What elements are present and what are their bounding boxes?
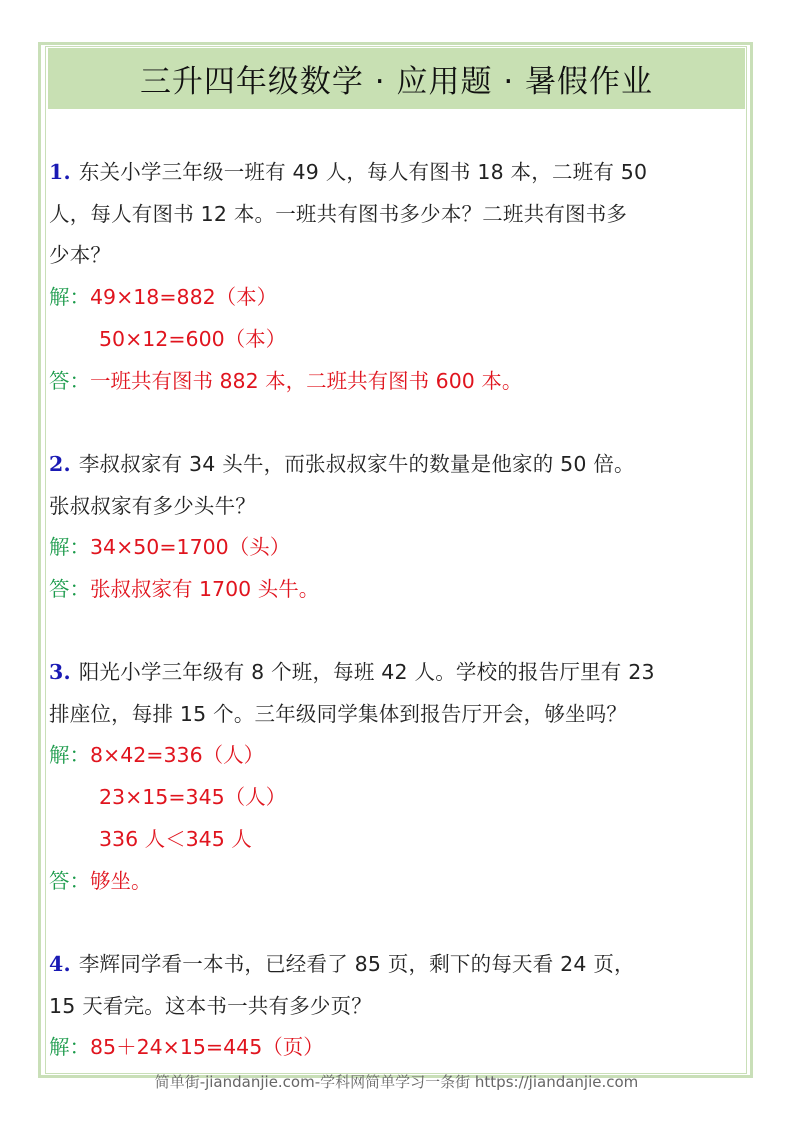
question-line: 人，每人有图书 12 本。一班共有图书多少本？二班共有图书多 (49, 201, 628, 226)
problem-number: 3. (49, 660, 71, 684)
problem-number: 4. (49, 952, 71, 976)
footer-watermark: 简单街-jiandanjie.com-学科网简单学习一条街 https://jiandanjie.com (154, 1073, 639, 1091)
solution-step: 50×12=600（本） (99, 326, 287, 351)
question-line: 排座位，每排 15 个。三年级同学集体到报告厅开会，够坐吗？ (49, 701, 628, 726)
question-line: 15 天看完。这本书一共有多少页？ (49, 993, 373, 1018)
problem-number: 2. (49, 452, 71, 476)
solution-step: 49×18=882（本） (90, 285, 278, 310)
question-line: 李辉同学看一本书，已经看了 85 页，剩下的每天看 24 页， (78, 952, 635, 976)
question-line: 张叔叔家有多少头牛？ (49, 493, 256, 518)
page-title: 三升四年级数学 · 应用题 · 暑假作业 (48, 48, 745, 109)
solution-label: 解： (49, 1035, 90, 1060)
answer-text: 够坐。 (90, 868, 152, 893)
answer-text: 一班共有图书 882 本，二班共有图书 600 本。 (90, 368, 523, 393)
problem-number: 1. (49, 160, 71, 184)
question-line: 东关小学三年级一班有 49 人，每人有图书 18 本，二班有 50 (78, 160, 648, 184)
problem-2 (49, 444, 749, 611)
solution-step: 34×50=1700（头） (90, 535, 291, 560)
question-line: 少本？ (49, 243, 112, 268)
answer-text: 张叔叔家有 1700 头牛。 (90, 577, 320, 602)
problem-4 (49, 944, 749, 1069)
solution-label: 解： (49, 743, 90, 768)
problem-3 (49, 652, 749, 902)
solution-label: 解： (49, 535, 90, 560)
solution-step: 85＋24×15=445（页） (90, 1035, 324, 1060)
solution-step: 23×15=345（人） (99, 785, 287, 810)
answer-label: 答： (49, 577, 90, 602)
question-line: 李叔叔家有 34 头牛，而张叔叔家牛的数量是他家的 50 倍。 (78, 452, 635, 476)
problem-1 (49, 152, 749, 402)
answer-label: 答： (49, 368, 90, 393)
answer-label: 答： (49, 868, 90, 893)
solution-step: 336 人＜345 人 (99, 826, 252, 851)
solution-step: 8×42=336（人） (90, 743, 265, 768)
solution-label: 解： (49, 285, 90, 310)
question-line: 阳光小学三年级有 8 个班，每班 42 人。学校的报告厅里有 23 (78, 660, 655, 684)
